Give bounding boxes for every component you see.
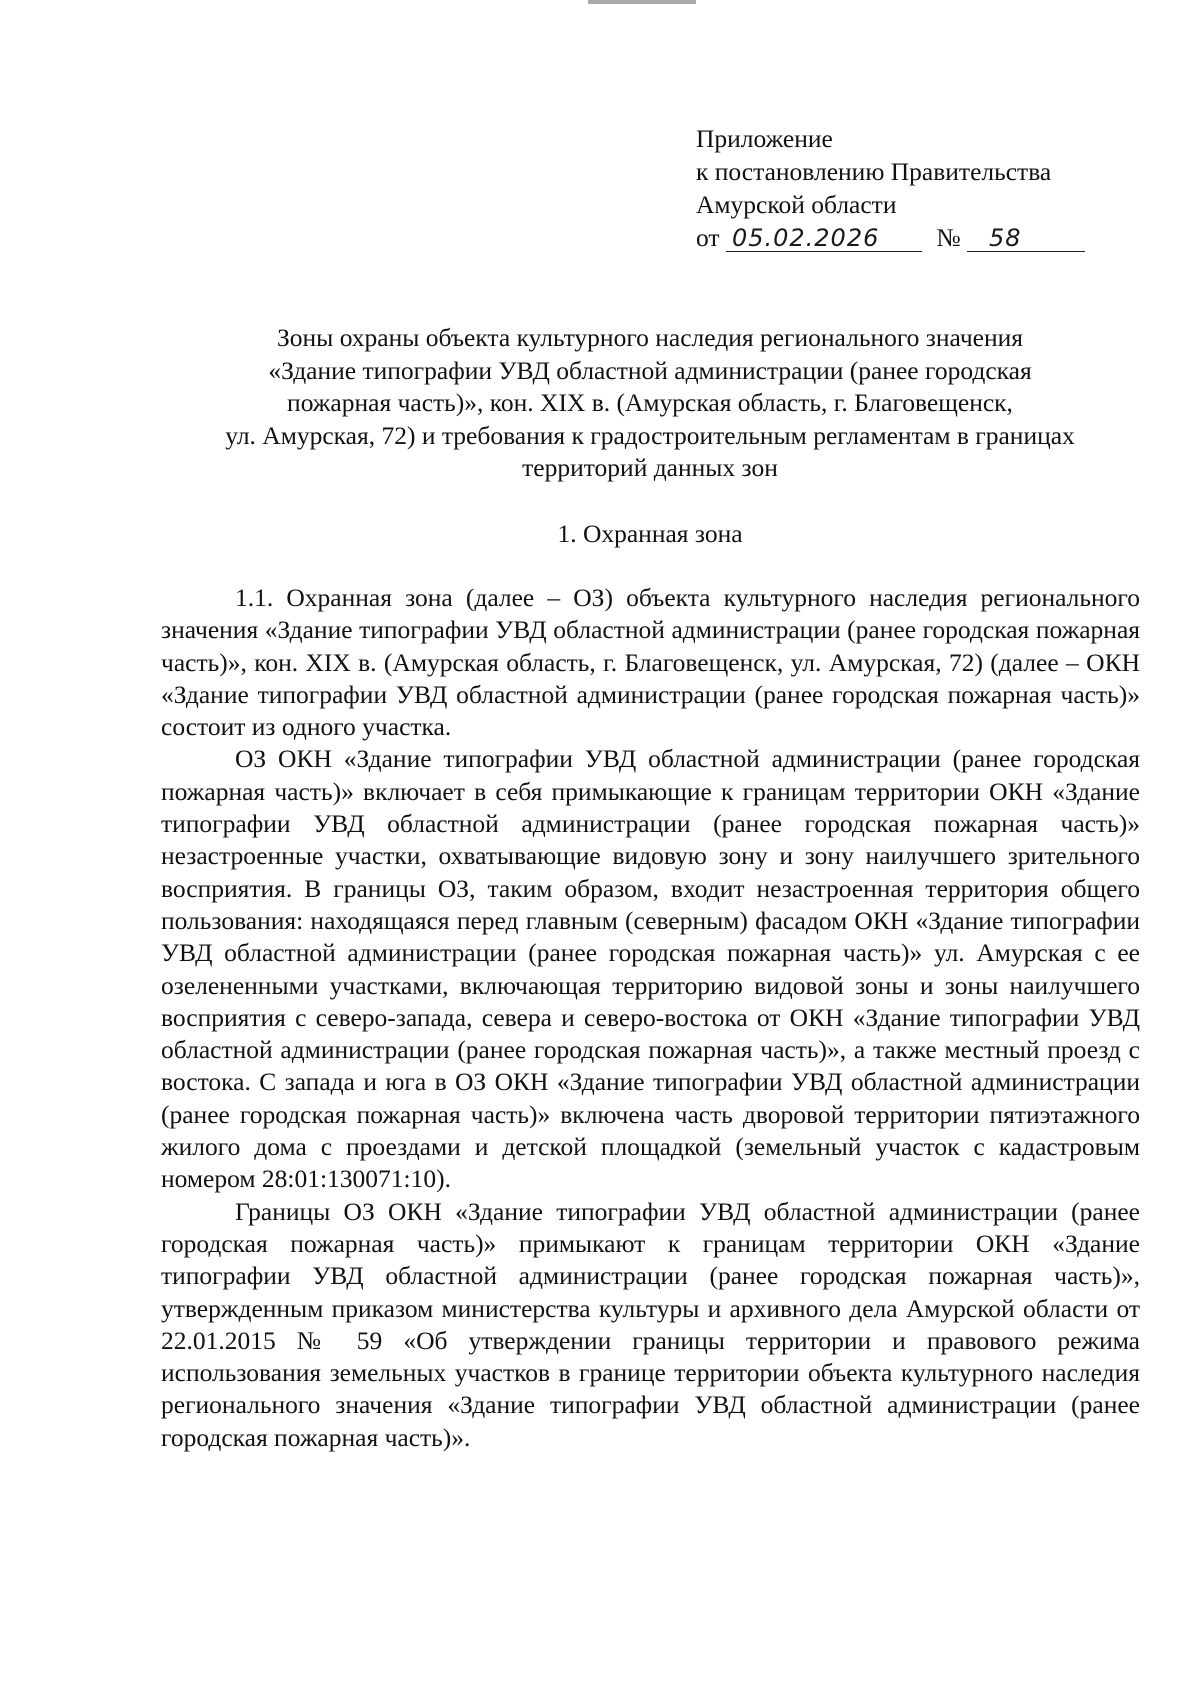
title-line-4: ул. Амурская, 72) и требования к градостроительным регламентам в границах [225, 420, 1075, 450]
title-line-3: пожарная часть)», кон. XIX в. (Амурская область, г. Благовещенск, [287, 388, 1013, 417]
section-heading: 1. Охранная зона [557, 519, 743, 548]
title-line-5: территорий данных зон [522, 453, 778, 482]
title-line-2: «Здание типографии УВД областной администрации (ранее городская [268, 355, 1032, 385]
appendix-date-line [696, 221, 1176, 254]
body-text [161, 582, 1140, 1454]
appendix-line-1: Приложение [696, 124, 833, 153]
paragraph: Границы ОЗ ОКН «Здание типографии УВД областной администрации (ранее городская пожарная часть)» примыкают к границам территории ОКН «Здание типографии УВД областной администрации (ранее городская пожарная часть)», утвержденным приказом министерства культуры и архивного дела Амурской области от 22.01.2015 № 59 «Об утверждении границы территории и правового режима использования земельных участков в границе территории объекта культурного наследия регионального значения «Здание типографии УВД областной администрации (ранее городская пожарная часть)». [161, 1196, 1140, 1452]
scan-edge-mark [588, 0, 696, 4]
document-title [160, 322, 1140, 485]
appendix-line-2: к постановлению Правительства [696, 157, 1052, 186]
paragraph: ОЗ ОКН «Здание типографии УВД областной администрации (ранее городская пожарная часть)» включает в себя примыкающие к границам территории ОКН «Здание типографии УВД областной администрации (ранее городская пожарная часть)» незастроенные участки, охватывающие видовую зону и зону наилучшего зрительного восприятия. В границы ОЗ, таким образом, входит незастроенная территория общего пользования: находящаяся перед главным (северным) фасадом ОКН «Здание типографии УВД областной администрации (ранее городская пожарная часть)» ул. Амурская с ее озелененными участками, включающая территорию видовой зоны и зоны наилучшего восприятия с северо-запада, севера и северо-востока от ОКН «Здание типографии УВД областной администрации (ранее городская пожарная часть)», а также местный проезд с востока. С запада и юга в ОЗ ОКН «Здание типографии УВД областной администрации (ранее городская пожарная часть)» включена часть дворовой территории пятиэтажного жилого дома с проездами и детской площадкой (земельный участок с кадастровым номером 28:01:130071:10). [161, 744, 1140, 1194]
number-sign: № [936, 223, 961, 252]
date-prefix: от [696, 223, 720, 252]
title-line-1: Зоны охраны объекта культурного наследия регионального значения [277, 323, 1023, 352]
appendix-line-3: Амурской области [696, 190, 897, 219]
handwritten-date: 05.02.2026 [726, 225, 922, 252]
paragraph: 1.1. Охранная зона (далее – ОЗ) объекта культурного наследия регионального значения «Здание типографии УВД областной администрации (ранее городская пожарная часть)», кон. XIX в. (Амурская область, г. Благовещенск, ул. Амурская, 72) (далее – ОКН «Здание типографии УВД областной администрации (ранее городская пожарная часть)» состоит из одного участка. [161, 583, 1140, 742]
appendix-block [696, 122, 1176, 254]
handwritten-number: 58 [967, 225, 1085, 252]
